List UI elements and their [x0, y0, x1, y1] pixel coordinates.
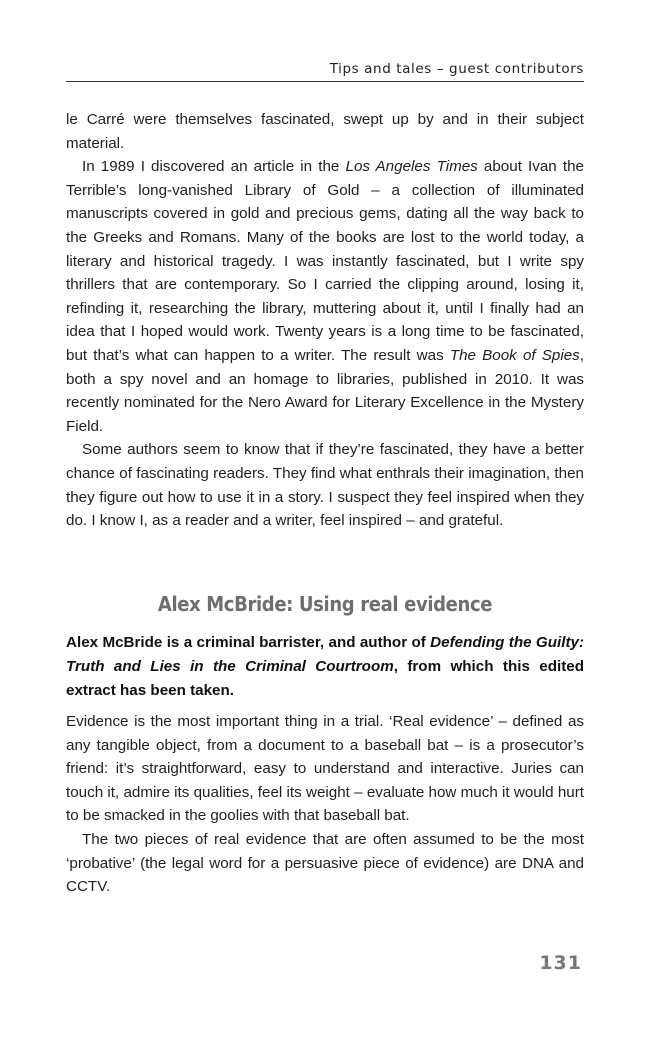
section-evidence-text: [66, 710, 584, 899]
header-rule: [66, 81, 584, 82]
text-run: , both a spy novel and an homage to libraries, published in 2010. It was recently nominated for the Nero Award for Literary Excellence in the Mystery Field.: [66, 346, 584, 435]
paragraph: Evidence is the most important thing in a trial. ‘Real evidence’ – defined as any tangible object, from a document to a baseball bat – is a prosecutor’s friend: it’s straightforward, easy to understand and interactive. Juries can touch it, admire its qualities, feel its weight – evaluate how much it would hurt to be smacked in the goolies with that baseball bat.: [66, 713, 584, 825]
italic-title: Los Angeles Times: [345, 158, 478, 176]
italic-title: Defending the Guilty: Truth and Lies in the Criminal Courtroom: [66, 634, 585, 675]
text-run: , from which this edited extract has been taken.: [66, 658, 584, 699]
paragraph: [66, 155, 584, 438]
text-run: about Ivan the Terrible’s long-vanished Library of Gold – a collection of illuminated manuscripts covered in gold and precious gems, dating all the way back to the Greeks and Romans. Many of the books are lost to the world today, a literary and historical tragedy. I was instantly fascinated, but I write spy thrillers that are contemporary. So I carried the clipping around, losing it, refinding it, researching the library, muttering about it, until I finally had an idea that I hoped would work. Twenty years is a long time to be fascinated, but that’s what can happen to a writer. The result was: [66, 158, 584, 364]
text-run: In 1989 I discovered an article in the: [82, 158, 346, 176]
paragraph: Some authors seem to know that if they’re fascinated, they have a better chance of fascinating readers. They find what enthrals their imagination, then they figure out how to use it in a story. I suspect they feel inspired when they do. I know I, as a reader and a writer, feel inspired – and grateful.: [66, 441, 584, 530]
paragraph: [66, 631, 584, 703]
page-number: 131: [539, 952, 582, 974]
running-head: Tips and tales – guest contributors: [329, 61, 584, 77]
text-run: Alex McBride is a criminal barrister, and author of: [66, 634, 431, 651]
paragraph: le Carré were themselves fascinated, swept up by and in their subject material.: [66, 111, 584, 152]
section-heading: Alex McBride: Using real evidence: [157, 592, 493, 616]
contributor-intro: [66, 631, 584, 703]
paragraph: The two pieces of real evidence that are often assumed to be the most ‘probative’ (the legal word for a persuasive piece of evidence) are DNA and CCTV.: [66, 830, 584, 896]
italic-title: The Book of Spies: [449, 346, 580, 364]
section-fascination-text: [66, 108, 584, 533]
